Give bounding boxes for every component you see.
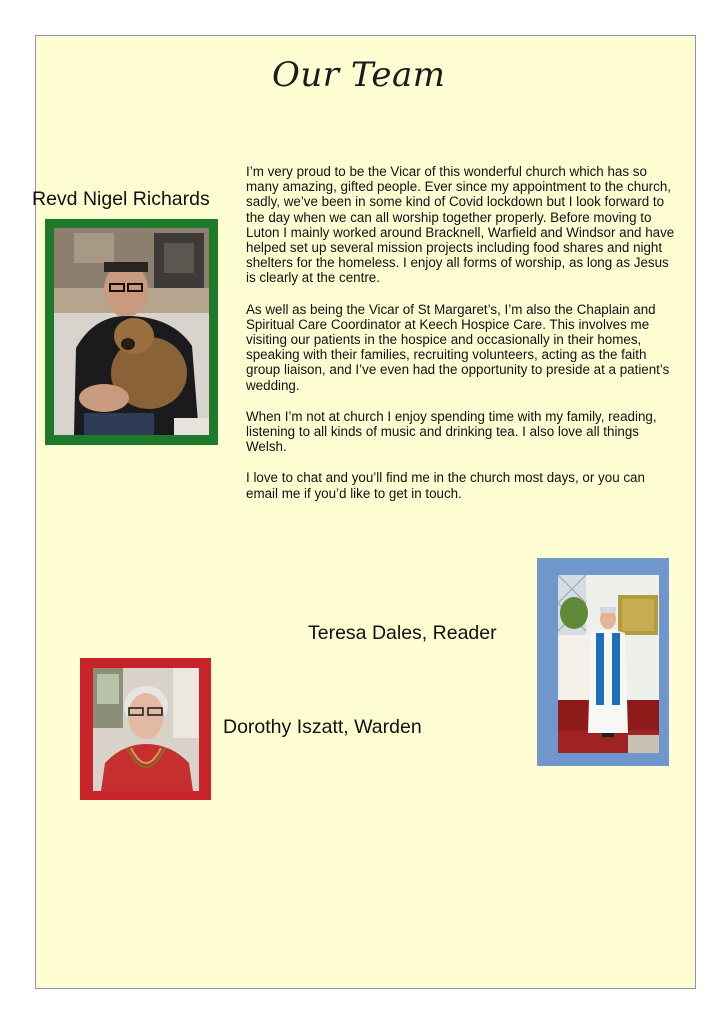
nigel-name: Revd Nigel Richards bbox=[32, 188, 210, 210]
nigel-photo bbox=[54, 228, 209, 435]
nigel-bio-paragraph: I love to chat and you’ll find me in the church most days, or you can email me if you’d like to get in touch. bbox=[246, 470, 645, 501]
page-title: Our Team bbox=[272, 55, 446, 95]
dorothy-photo bbox=[93, 668, 199, 791]
dorothy-photo-graphic bbox=[93, 668, 199, 791]
teresa-photo-graphic bbox=[558, 575, 659, 753]
nigel-bio-paragraph: When I’m not at church I enjoy spending time with my family, reading, listening to all kinds of music and drinking tea. I also love all things Welsh. bbox=[246, 408, 657, 455]
teresa-photo bbox=[558, 575, 659, 753]
nigel-photo-graphic bbox=[54, 228, 209, 435]
nigel-bio bbox=[246, 164, 678, 517]
nigel-bio-paragraph: As well as being the Vicar of St Margaret’s, I’m also the Chaplain and Spiritual Care Coordinator at Keech Hospice Care. This involves me visiting our patients in the hospice and occasionally in their homes, speaking with their families, recruiting volunteers, acting as the faith group liaison, and I’ve even had the opportunity to preside at a patient’s wedding. bbox=[246, 301, 670, 393]
dorothy-name: Dorothy Iszatt, Warden bbox=[223, 716, 422, 738]
nigel-bio-paragraph: I’m very proud to be the Vicar of this wonderful church which has so many amazing, gifted people. Ever since my appointment to the church, sadly, we’ve been in some kind of Covid lockdown but I look forward to the day when we can all worship together properly. Before moving to Luton I mainly worked around Bracknell, Warfield and Windsor and have helped set up several mission projects including food shares and night shelters for the homeless. I enjoy all forms of worship, as long as Jesus is clearly at the centre. bbox=[246, 164, 675, 286]
teresa-name: Teresa Dales, Reader bbox=[308, 622, 497, 644]
